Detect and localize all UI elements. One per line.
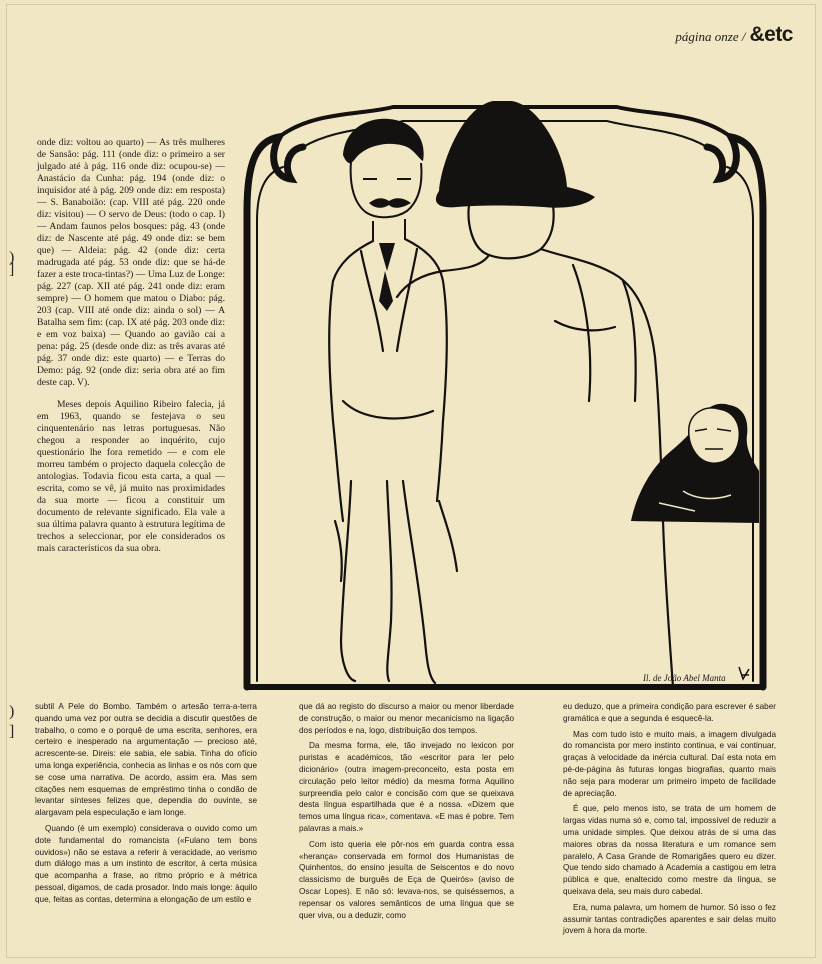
column-paragraph: Era, numa palavra, um homem de humor. Só isso o fez assumir tantas contradições aparentes e sair delas muito jovem à hora da morte. (563, 902, 776, 936)
margin-bracket-mark: ] (9, 723, 15, 740)
hatted-figure-body (397, 205, 673, 687)
etc-logo: &etc (749, 23, 793, 46)
bottom-column-1 (35, 701, 257, 910)
illustration-credit: Il. de João Abel Manta (643, 673, 726, 683)
aquilino-paragraph: Meses depois Aquilino Ribeiro falecia, já em 1963, quando se festejava o seu cinquentenário nas letras portuguesas. Não chegou a responder ao inquérito, cujo questionário lhe fora remetido — e com ele morreu também o projecto daquela colecção de antologias. Todavia ficou esta carta, a qual — escrita, como se vê, já muito nas proximidades da sua morte — ficou a constituir um documento de relevante significado. Ela vale a sua última palavra quanto à estrutura legítima de trechos a seleccionar, por ele considerados os mais característicos da sua obra. (37, 399, 225, 554)
page-label: página onze / (675, 29, 746, 44)
magazine-page (6, 4, 816, 958)
column-paragraph: Quando (é um exemplo) considerava o ouvido como um dote fundamental do romancista («Fulano tem bons ouvidos») não se estava a referir à veracidade, ao verismo dum diálogo mas a um instinto de escritor, à certa música que acompanha a frase, ao ritmo próprio e à métrica pessoal, digamos, de cada prosador. Indo mais longe: àquilo que, feitas as contas, determina a elongação de um estilo e (35, 823, 257, 904)
small-seated-figure (631, 404, 759, 523)
margin-bracket-mark: ] (9, 261, 15, 278)
signature-mark (739, 667, 749, 679)
mole-dot (555, 173, 563, 181)
column-paragraph: subtil A Pele do Bombo. Também o artesão terra-a-terra quando uma vez por outra se decidia a discutir questões de trabalho, o como e o porquê de uma escrita, senhores, era certeiro e inesperado na argumentação — precioso até, acrescente-se. Direis: ele sabia, ele sabia. Tinha do ofício uma longa experiência, conhecia as linhas e os nós com que se cose uma narrativa. De acordo, assim era. Mas sem citações nem esquemas de empréstimo tinha o condão de levantar sínteses felizes que, dependia do ouvinte, se alargavam pela especulação e iam longe. (35, 702, 257, 818)
column-paragraph: que dá ao registo do discurso a maior ou menor liberdade de construção, o maior ou menor mecanicismo na ligação dos períodos e na, logo, distribuição dos tempos. (299, 702, 514, 735)
illustration (243, 101, 767, 693)
column-paragraph: Com isto queria ele pôr-nos em guarda contra essa «herança» conservada em formol dos Humanistas de Quinhentos, do ensino jesuíta de Seiscentos e do novo classicismo de burguês de Eça de Queirós» (aviso de Oscar Lopes). E não só: levava-nos, se quiséssemos, a repensar os valores semânticos de uma língua que se quer viva, ou a deduzir, como (299, 839, 514, 920)
margin-bracket-mark: ) (9, 703, 15, 720)
bottom-column-3 (563, 701, 776, 941)
column-paragraph: eu deduzo, que a primeira condição para escrever é saber gramática e que a segunda é esquecê-la. (563, 702, 776, 723)
hatted-figure (436, 101, 595, 208)
column-paragraph: É que, pelo menos isto, se trata de um homem de largas vidas numa só e, como tal, impossível de reduzir a uma unidade simples. Que deixou atrás de si uma das maiores obras da nossa literatura e um romance sem paralelo, A Casa Grande de Romarigães quero eu dizer. Que tendo sido chamado à Academia a castigou em letra pública e que, enaltecido como mestre da língua, se queixava dela, seu mais duro cabedal. (563, 804, 776, 896)
bottom-column-2 (299, 701, 514, 925)
column-paragraph: Mas com tudo isto e muito mais, a imagem divulgada do romancista por mero instinto continua, e vai continuar, graças à velocidade da inércia cultural. Daí esta nota em pé-de-página às futuras longas biografias, quanto mais não seja para moderar um primeiro ímpeto de facilidade de apreciação. (563, 729, 776, 798)
page-header (675, 23, 793, 47)
works-list-paragraph: onde diz: voltou ao quarto) — As três mulheres de Sansão: pág. 111 (onde diz: o primeiro a ser julgado até à pág. 116 onde diz: ocupou-se) — Anastácio da Cunha: pág. 194 (onde diz: o inquisidor até à pág. 209 onde diz: em resposta) — S. Banaboião: (cap. VIII até pág. 220 onde diz: visitou) — O servo de Deus: (todo o cap. I) — Andam faunos pelos bosques: pág. 43 (onde diz: de Nascente até pág. 49 onde diz: se bem que) — Aldeia: pág. 42 (onde diz: certa madrugada até pág. 53 onde diz: que se há-de fazer a este troca-tintas?) — Uma Luz de Longe: pág. 227 (cap. XII até pág. 241 onde diz: eram sempre) — O homem que matou o Diabo: pág. 203 (cap. VIII até onde diz: ainda o sol) — A Batalha sem fim: (cap. IX até pág. 203 onde diz: e em voz baixa) — Quando ao gavião cai a pena: pág. 25 (desde onde diz: as três avaras até pág. 37 onde diz: este quarto) — e Terras do Demo: pág. 92 (onde diz: seria obra até ao fim deste cap. V). (37, 137, 225, 388)
column-paragraph: Da mesma forma, ele, tão invejado no lexicon por puristas e académicos, tão «escritor para ler pelo dicionário» (outra imagem-preconceito, esta posta em circulação pelo leitor médio) da mesma forma Aquilino surpreendia pelo calor e concisão com que se queixava desta língua espartilhada que é a nossa. «Dizem que temos uma língua rica», comentava. «E mas é pobre. Tem palavras a mais.» (299, 741, 514, 833)
caricature-drawing (243, 101, 767, 693)
top-left-column (37, 137, 225, 565)
margin-bracket-mark: ) (9, 249, 15, 266)
